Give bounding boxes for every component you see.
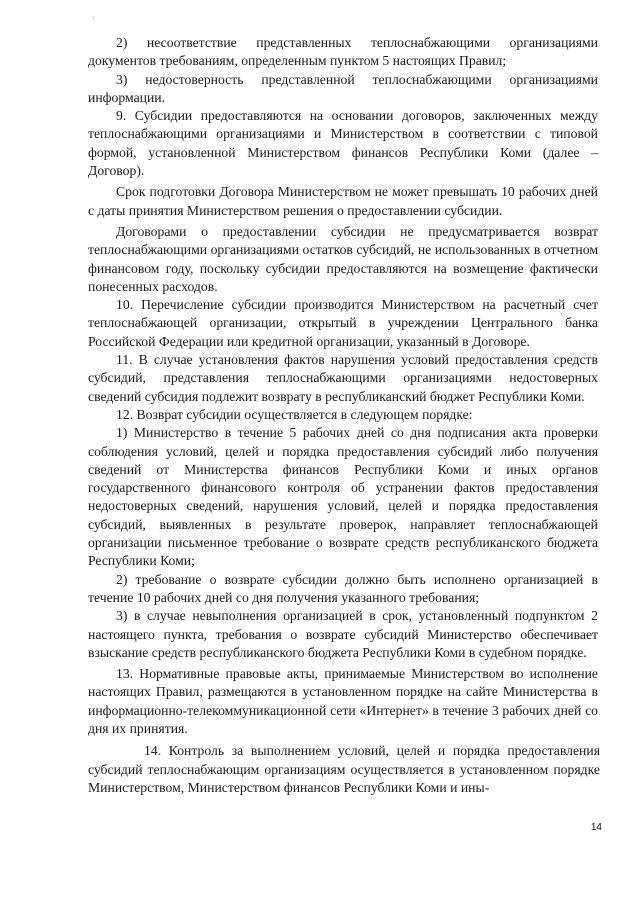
paragraph-item-2: 2) несоответствие представленных теплоснабжающими организациями документов требованиям, определенным пунктом 5 настоящих Правил; [88,35,598,69]
paragraph-clause-9: 9. Субсидии предоставляются на основании договоров, заключенных между теплоснабжающими организациями и Министерством в соответствии с типовой формой, установленной Министерством финансов Республики Коми (далее – Договор). [88,108,598,179]
paragraph-clause-14: 14. Контроль за выполнением условий, целей и порядка предоставления субсидий теплоснабжающим организациям осуществляется в установленном порядке Министерством, Министерством финансов Республики Коми и ины- [88,743,600,795]
paragraph-no-refund: Договорами о предоставлении субсидии не предусматривается возврат теплоснабжающими организациями остатков субсидий, не использованных в отчетном финансовом году, поскольку субсидии предоставляются на возмещение фактически понесенных расходов. [88,223,598,294]
paragraph-clause-11: 11. В случае установления фактов нарушения условий предоставления средств субсидий, представления теплоснабжающими организациями недостоверных сведений субсидия подлежит возврату в республиканский бюджет Республики Коми. [88,352,598,404]
paragraph-item-3: 3) недостоверность представленной теплоснабжающими организациями информации. [88,71,598,105]
paragraph-clause-13: 13. Нормативные правовые акты, принимаемые Министерством во исполнение настоящих Правил, размещаются в установленном порядке на сайте Министерства в информационно-телекоммуникационной сети «Интернет» в течение 3 рабочих дней со дня их принятия. [88,666,598,736]
paragraph-clause-12-item-3: 3) в случае невыполнения организацией в срок, установленный подпунктом 2 настоящего пункта, требования о возврате субсидий Министерство обеспечивает взыскание средств республиканского бюджета Республики Коми в судебном порядке. [88,608,598,660]
paragraph-contract-deadline: Срок подготовки Договора Министерством не может превышать 10 рабочих дней с даты принятия Министерством решения о предоставлении субсидии. [88,184,598,218]
paragraph-clause-12-item-2: 2) требование о возврате субсидии должно быть исполнено организацией в течение 10 рабочих дней со дня получения указанного требования; [88,571,598,605]
paragraph-clause-10: 10. Перечисление субсидии производится Министерством на расчетный счет теплоснабжающей организации, открытый в учреждении Центрального банка Российской Федерации или кредитной организации, указанный в Договоре. [88,297,598,349]
scan-mark: · [92,14,95,23]
page-number: 14 [590,822,602,833]
paragraph-clause-12: 12. Возврат субсидии осуществляется в следующем порядке: [116,406,473,422]
paragraph-clause-12-item-1: 1) Министерство в течение 5 рабочих дней со дня подписания акта проверки соблюдения условий, целей и порядка предоставления субсидий либо получения сведений от Министерства финансов Республики Коми и иных органов государственного финансового контроля об устранении фактов предоставления недостоверных сведений, нарушения условий, целей и порядка предоставления субсидий, выявленных в результате проверок, направляет теплоснабжающей организации письменное требование о возврате средств республиканского бюджета Республики Коми; [88,425,598,569]
document-body [88,34,598,797]
